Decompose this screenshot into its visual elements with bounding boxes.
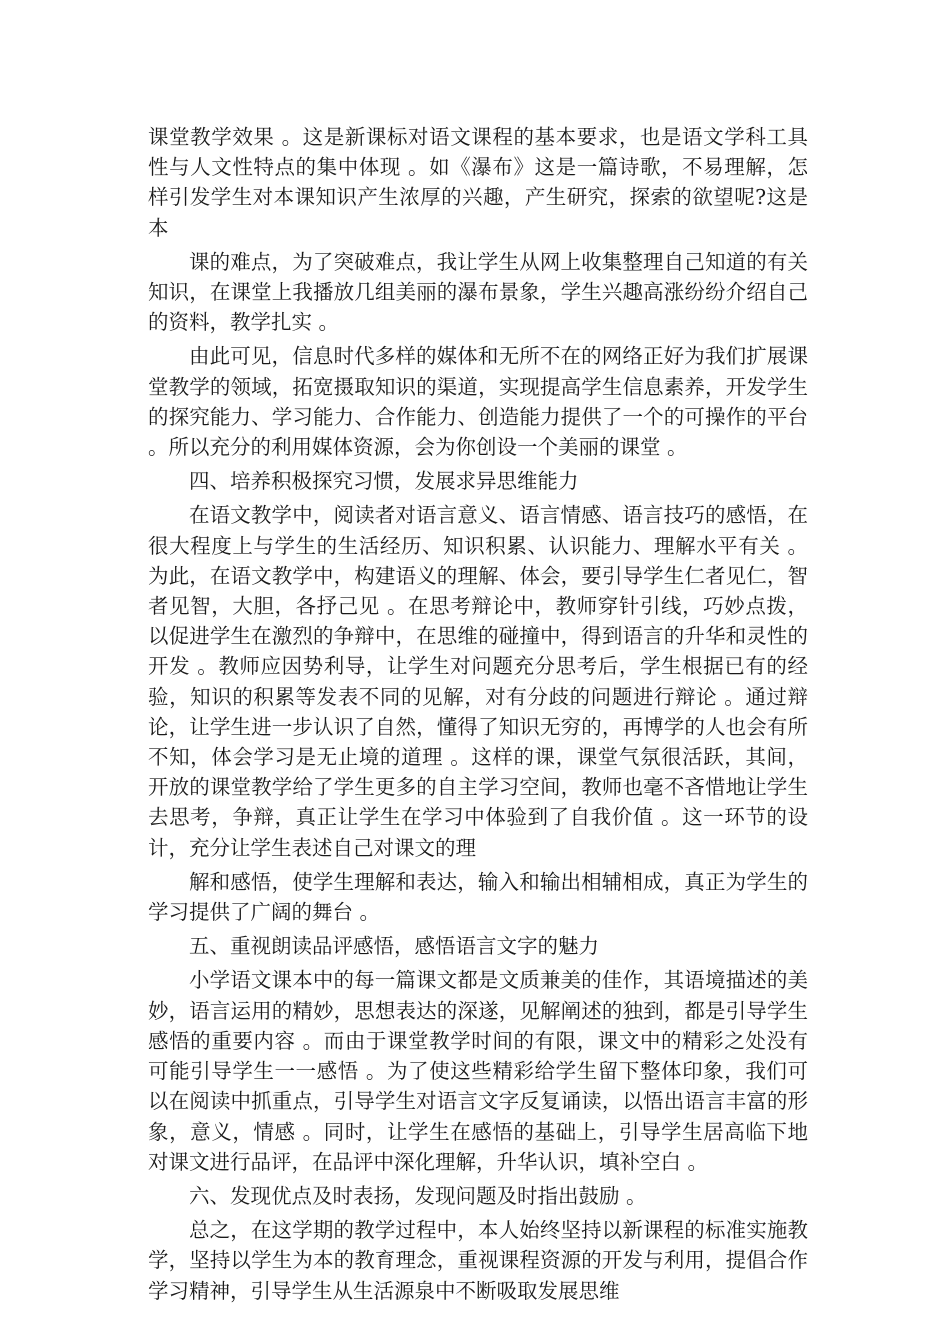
- paragraph-8: 小学语文课本中的每一篇课文都是文质兼美的佳作，其语境描述的美妙，语言运用的精妙，思想表达的深遂，见解阐述的独到，都是引导学生感悟的重要内容 。而由于课堂教学时间的有限，课文中的精彩之处没有可能引导学生一一感悟 。为了使这些精彩给学生留下整体印象，我们可以在阅读中抓重点，引导学生对语言文字反复诵读，以悟出语言丰富的形象，意义，情感 。同时，让学生在感悟的基础上，引导学生居高临下地对课文进行品评，在品评中深化理解，升华认识，填补空白 。: [148, 968, 808, 1174]
- paragraph-5: 在语文教学中，阅读者对语言意义、语言情感、语言技巧的感悟，在很大程度上与学生的生活经历、知识积累、认识能力、理解水平有关 。为此，在语文教学中，构建语义的理解、体会，要引导学生仁者见仁，智者见智，大胆，各抒己见 。在思考辩论中，教师穿针引线，巧妙点拨，以促进学生在激烈的争辩中，在思维的碰撞中，得到语言的升华和灵性的开发 。教师应因势利导，让学生对问题充分思考后，学生根据已有的经验，知识的积累等发表不同的见解，对有分歧的问题进行辩论 。通过辩论，让学生进一步认识了自然，懂得了知识无穷的，再博学的人也会有所不知，体会学习是无止境的道理 。这样的课，课堂气氛很活跃，其间，开放的课堂教学给了学生更多的自主学习空间，教师也毫不吝惜地让学生去思考，争辩，真正让学生在学习中体验到了自我价值 。这一环节的设计，充分让学生表述自己对课文的理: [148, 503, 808, 860]
- document-body: [148, 122, 808, 1310]
- paragraph-6: 解和感悟，使学生理解和表达，输入和输出相辅相成，真正为学生的学习提供了广阔的舞台 。: [148, 869, 808, 925]
- paragraph-2: 课的难点，为了突破难点，我让学生从网上收集整理自己知道的有关知识，在课堂上我播放几组美丽的瀑布景象，学生兴趣高涨纷纷介绍自己的资料，教学扎实 。: [148, 249, 808, 335]
- paragraph-3: 由此可见，信息时代多样的媒体和无所不在的网络正好为我们扩展课堂教学的领域，拓宽摄取知识的渠道，实现提高学生信息素养，开发学生的探究能力、学习能力、合作能力、创造能力提供了一个的可操作的平台 。所以充分的利用媒体资源，会为你创设一个美丽的课堂 。: [148, 344, 808, 460]
- section-heading-6: 六、发现优点及时表扬，发现问题及时指出鼓励 。: [189, 1183, 647, 1208]
- section-heading-4: 四、培养积极探究习惯，发展求异思维能力: [189, 469, 579, 494]
- section-heading-5: 五、重视朗读品评感悟，感悟语言文字的魅力: [189, 934, 599, 959]
- paragraph-10: 总之，在这学期的教学过程中，本人始终坚持以新课程的标准实施教学，坚持以学生为本的教育理念，重视课程资源的开发与利用，提倡合作学习精神，引导学生从生活源泉中不断吸取发展思维: [148, 1218, 808, 1303]
- paragraph-1: 课堂教学效果 。这是新课标对语文课程的基本要求，也是语文学科工具性与人文性特点的集中体现 。如《瀑布》这是一篇诗歌，不易理解，怎样引发学生对本课知识产生浓厚的兴趣，产生研究，探索的欲望呢?这是本: [148, 125, 808, 240]
